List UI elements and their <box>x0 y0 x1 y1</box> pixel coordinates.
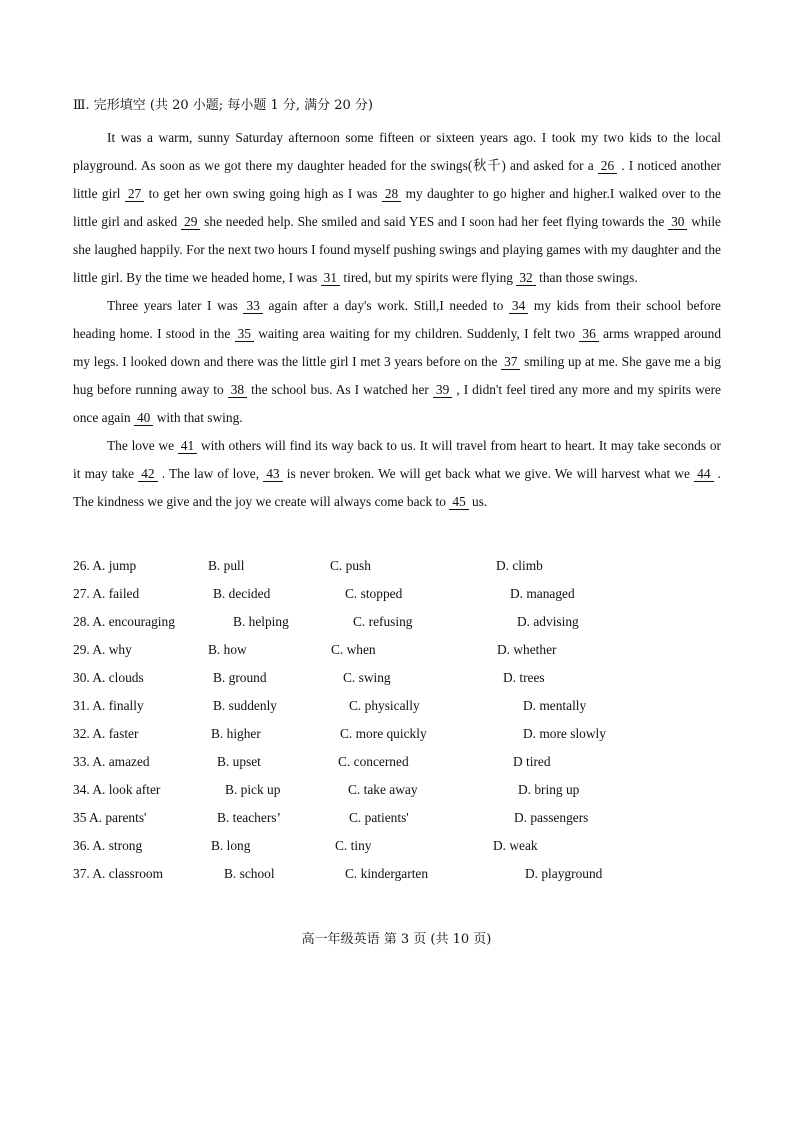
option-36-C: C. tiny <box>335 838 372 853</box>
option-33-C: C. concerned <box>338 754 409 769</box>
blank-34: 34 <box>509 299 528 314</box>
option-29-B: B. how <box>208 642 247 657</box>
passage-text: arms wrapped around my legs. I looked down and there was the little girl I met 3 years before on the <box>73 326 722 369</box>
option-37-D: D. playground <box>525 866 603 881</box>
passage-text: , I didn't feel tired any more and my spirits were once again <box>73 382 721 425</box>
option-31-D: D. mentally <box>523 698 587 713</box>
blank-29: 29 <box>181 215 200 230</box>
question-row-29 <box>73 640 721 668</box>
passage-text: is never broken. We will get back what we give. We will harvest what we <box>282 466 695 481</box>
blank-32: 32 <box>516 271 535 286</box>
question-row-31 <box>73 696 721 724</box>
option-33-D: D tired <box>513 754 551 769</box>
option-27-B: B. decided <box>213 586 271 601</box>
option-30-C: C. swing <box>343 670 391 685</box>
question-row-27 <box>73 584 721 612</box>
section-title: Ⅲ. 完形填空 (共 20 小题; 每小题 1 分, 满分 20 分) <box>73 98 374 113</box>
question-row-28 <box>73 612 721 640</box>
passage-text: . I noticed another little girl <box>73 158 721 201</box>
passage-text: again after a day's work. Still,I needed to <box>262 298 509 313</box>
blank-26: 26 <box>598 159 617 174</box>
option-36-B: B. long <box>211 838 251 853</box>
option-35-A: 35 A. parents' <box>73 810 147 825</box>
option-28-B: B. helping <box>233 614 289 629</box>
option-34-D: D. bring up <box>518 782 580 797</box>
question-row-26 <box>73 556 721 584</box>
option-35-D: D. passengers <box>514 810 589 825</box>
blank-35: 35 <box>235 327 254 342</box>
question-row-33 <box>73 752 721 780</box>
passage-text: my daughter to go higher and higher.I walked over to the little girl and asked <box>73 186 721 229</box>
option-37-A: 37. A. classroom <box>73 866 164 881</box>
passage-text: to get her own swing going high as I was <box>144 186 382 201</box>
passage-text: The love we <box>107 438 178 453</box>
passage-text: than those swings. <box>535 270 638 285</box>
passage-paragraph-1 <box>73 124 721 292</box>
passage-text: . The law of love, <box>157 466 264 481</box>
passage-text: while she laughed happily. For the next two hours I found myself pushing swings and playing games with my daughter and the little girl. By the time we headed home, I was <box>73 214 721 285</box>
option-32-A: 32. A. faster <box>73 726 139 741</box>
blank-30: 30 <box>668 215 687 230</box>
blank-27: 27 <box>125 187 144 202</box>
option-29-C: C. when <box>331 642 376 657</box>
passage-text: the school bus. As I watched her <box>247 382 433 397</box>
blank-33: 33 <box>243 299 262 314</box>
option-27-C: C. stopped <box>345 586 403 601</box>
blank-38: 38 <box>228 383 247 398</box>
option-29-D: D. whether <box>497 642 557 657</box>
passage-text: with others will find its way back to us. It will travel from heart to heart. It may take seconds or it may take <box>73 438 722 481</box>
question-row-30 <box>73 668 721 696</box>
blank-42: 42 <box>138 467 157 482</box>
blank-28: 28 <box>382 187 401 202</box>
blank-41: 41 <box>178 439 197 454</box>
blank-45: 45 <box>449 495 468 510</box>
option-36-A: 36. A. strong <box>73 838 143 853</box>
blank-43: 43 <box>263 467 282 482</box>
answer-options <box>73 556 721 892</box>
option-30-D: D. trees <box>503 670 545 685</box>
question-row-36 <box>73 836 721 864</box>
option-26-C: C. push <box>330 558 371 573</box>
page-footer: 高一年级英语 第 3 页 (共 10 页) <box>301 932 492 947</box>
passage-text: Three years later I was <box>107 298 244 313</box>
question-row-35 <box>73 808 721 836</box>
option-27-D: D. managed <box>510 586 575 601</box>
option-31-B: B. suddenly <box>213 698 277 713</box>
passage-text: she needed help. She smiled and said YES and I soon had her feet flying towards the <box>200 214 669 229</box>
passage-text: . The kindness we give and the joy we create will always come back to <box>73 466 722 509</box>
option-37-B: B. school <box>224 866 275 881</box>
option-29-A: 29. A. why <box>73 642 132 657</box>
question-row-32 <box>73 724 721 752</box>
blank-40: 40 <box>134 411 153 426</box>
option-31-C: C. physically <box>349 698 420 713</box>
passage-text: us. <box>468 494 488 509</box>
passage-text: smiling up at me. She gave me a big hug before running away to <box>73 354 721 397</box>
passage-text: my kids from their school before heading home. I stood in the <box>73 298 721 341</box>
option-28-C: C. refusing <box>353 614 413 629</box>
option-26-B: B. pull <box>208 558 245 573</box>
blank-31: 31 <box>321 271 340 286</box>
option-26-A: 26. A. jump <box>73 558 137 573</box>
option-36-D: D. weak <box>493 838 538 853</box>
blank-37: 37 <box>501 355 520 370</box>
question-row-37 <box>73 864 721 892</box>
option-31-A: 31. A. finally <box>73 698 144 713</box>
option-33-B: B. upset <box>217 754 261 769</box>
option-35-C: C. patients' <box>349 810 409 825</box>
passage-text: waiting area waiting for my children. Suddenly, I felt two <box>253 326 580 341</box>
option-35-B: B. teachers’ <box>217 810 281 825</box>
option-30-B: B. ground <box>213 670 267 685</box>
option-34-B: B. pick up <box>225 782 281 797</box>
passage-text: tired, but my spirits were flying <box>340 270 517 285</box>
option-34-C: C. take away <box>348 782 418 797</box>
option-27-A: 27. A. failed <box>73 586 140 601</box>
question-row-34 <box>73 780 721 808</box>
option-32-C: C. more quickly <box>340 726 427 741</box>
passage-paragraph-2 <box>73 292 721 432</box>
option-26-D: D. climb <box>496 558 543 573</box>
blank-36: 36 <box>579 327 598 342</box>
option-37-C: C. kindergarten <box>345 866 429 881</box>
passage-paragraph-3 <box>73 432 721 516</box>
cloze-passage <box>73 124 721 516</box>
option-28-D: D. advising <box>517 614 579 629</box>
blank-39: 39 <box>433 383 452 398</box>
blank-44: 44 <box>694 467 713 482</box>
option-30-A: 30. A. clouds <box>73 670 144 685</box>
passage-text: with that swing. <box>153 410 243 425</box>
option-32-D: D. more slowly <box>523 726 606 741</box>
option-28-A: 28. A. encouraging <box>73 614 175 629</box>
passage-text: It was a warm, sunny Saturday afternoon some fifteen or sixteen years ago. I took my two kids to the local playground. As soon as we got there my daughter headed for the swings(秋千) and asked for a <box>73 130 721 173</box>
option-34-A: 34. A. look after <box>73 782 161 797</box>
option-32-B: B. higher <box>211 726 261 741</box>
option-33-A: 33. A. amazed <box>73 754 150 769</box>
